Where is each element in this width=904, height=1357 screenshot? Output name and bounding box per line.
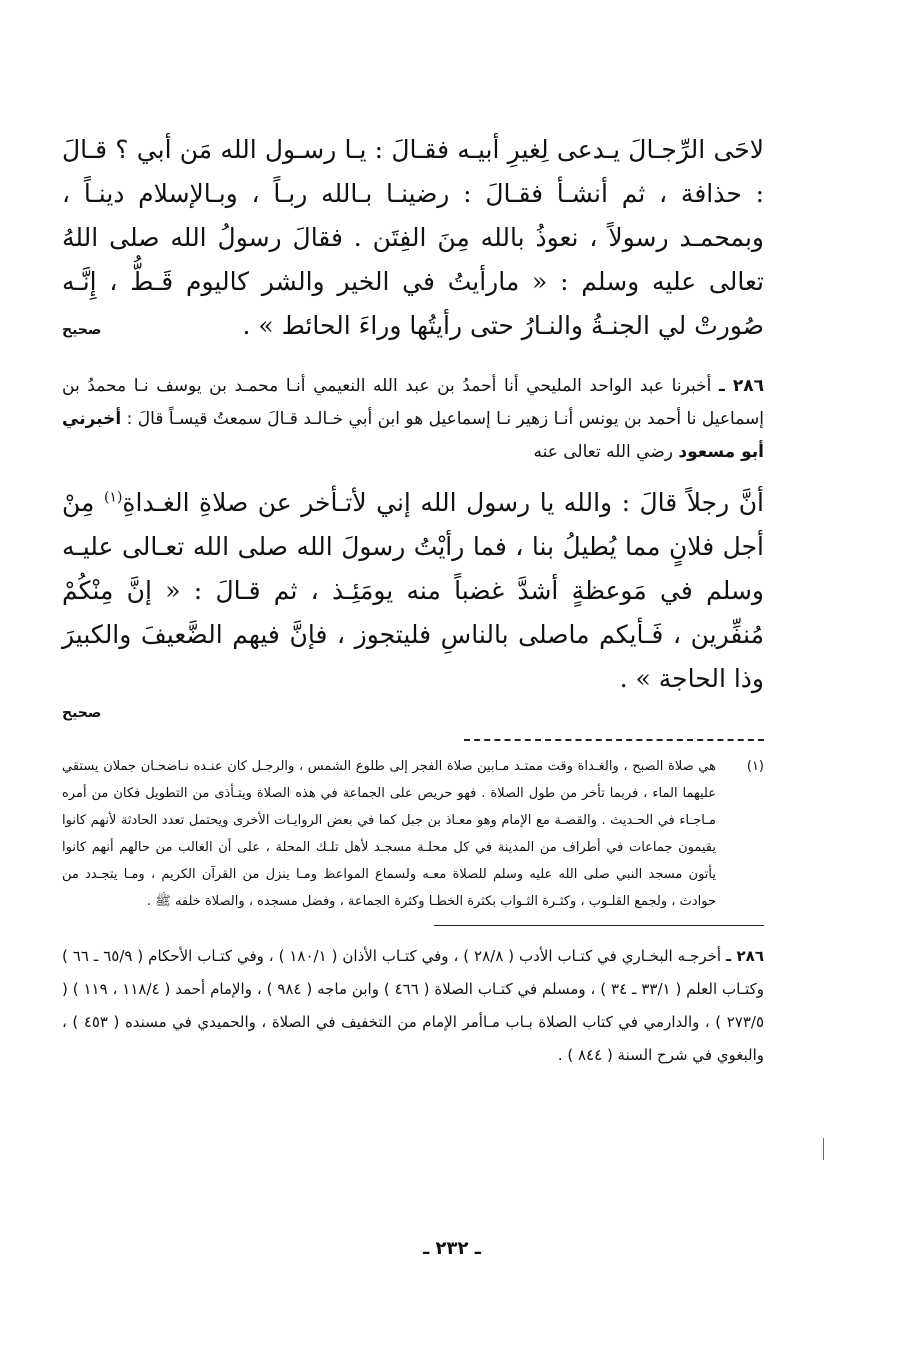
hadith-286-narrator: أخبرني أبو مسعود bbox=[62, 409, 764, 462]
takhrij-block bbox=[62, 940, 764, 1072]
hadith-286-number: ٢٨٦ ـ bbox=[718, 376, 765, 396]
takhrij-separator-rule bbox=[434, 925, 764, 926]
footnote-block bbox=[62, 753, 764, 915]
footnote-number: (١) bbox=[746, 759, 764, 774]
hadith-286-matn bbox=[62, 481, 764, 701]
margin-mark bbox=[823, 1138, 824, 1160]
footnote-separator-dashed bbox=[464, 739, 764, 741]
book-page bbox=[62, 128, 764, 1072]
footnote-reference[interactable]: (١) bbox=[103, 489, 123, 506]
takhrij-number: ٢٨٦ ـ bbox=[726, 947, 764, 965]
footnote-text: هي صلاة الصبح ، والغـداة وقت ممتـد مـابين صلاة الفجر إلى طلوع الشمس ، والرجـل كان عنـده نـاضحـان جملان يستقي عليهما الماء ، فربما تأخر من طول الصلاة . فهو حريص على الجماعة في هذه الصلاة ويتـأذى من التطويل فكان من أمره مـاجـاء في الحـديث . والقصـة مع الإمام وهو معـاذ بن جبل كما في بعض الروايـات الأخرى ويحتمل تعدد الحادثة لأنهم كانوا يقيمون جماعات في أطراف من المدينة في كل محلـة مسجـد لأهل تلـك المحلة ، على أن الغالب من حالهم أنهم كانوا يأتون مسجد النبي صلى الله عليه وسلم للصلاة معـه ولسماع المواعظ ومـا ينزل من القرآن الكريم ، ومـا يتجـدد من حوادث ، ولجمع القلـوب ، وكثـرة الثـواب بكثرة الخطـا وكثرة الجماعة ، وفضل مسجده ، والصلاة خلفه ﷺ . bbox=[62, 759, 716, 909]
hadith-286-matn-before-ref: أنَّ رجلاً قالَ : والله يا رسول الله إني لأتـأخر عن صلاةِ الغـداةِ bbox=[122, 488, 765, 517]
hadith-286-narrator-suffix: رضي الله تعالى عنه bbox=[533, 442, 673, 462]
takhrij-text: أخرجـه البخـاري في كتـاب الأدب ( ٢٨/٨ ) ، وفي كتـاب الأذان ( ١٨٠/١ ) ، وفي كتـاب الأحكام ( ٦٥/٩ ـ ٦٦ ) وكتـاب العلم ( ٣٣/١ ـ ٣٤ ) ، ومسلم في كتـاب الصلاة ( ٤٦٦ ) وابن ماجه ( ٩٨٤ ) ، والإمام أحمد ( ١١٨/٤ ، ١١٩ ) ( ٢٧٣/٥ ) ، والدارمي في كتاب الصلاة بـاب مـاأمر الإمام من التخفيف في الصلاة ، والحميدي في مسنده ( ٤٥٣ ) ، والبغوي في شرح السنة ( ٨٤٤ ) . bbox=[62, 947, 765, 1064]
hadith-286-matn-after-ref: مِنْ أجل فلانٍ مما يُطيلُ بنا ، فما رأيْتُ رسولَ الله صلى الله تعـالى عليـه وسلم في مَوعظةٍ أشدَّ غضباً منه يومَئِـذ ، ثم قـالَ : « إنَّ مِنْكُمْ مُنفِّرين ، فَـأيكم ماصلى بالناسِ فليتجوز ، فإنَّ فيهم الضَّعيفَ والكبيرَ وذا الحاجة » . bbox=[62, 488, 764, 693]
hadith-286-grade: صحيح bbox=[62, 705, 102, 721]
hadith-286-isnad bbox=[62, 370, 764, 469]
hadith-285-grade: صحيح bbox=[62, 322, 102, 338]
page-number: ـ ٢٣٢ ـ bbox=[423, 1238, 481, 1259]
hadith-285-tail-text: لاحَى الرِّجـالَ يـدعى لِغيرِ أبيـه فقـالَ : يـا رسـول الله مَن أبي ؟ قـالَ : حذافة ، ثم أنشـأ فقـالَ : رضينـا بـالله ربـاً ، وبـالإسلام دينـاً ، وبمحمـد رسولاً ، نعوذُ بالله مِنَ الفِتَن . فقالَ رسولُ الله صلى اللهُ تعالى عليه وسلم : « مارأيتُ في الخير والشر كاليوم قَـطُّ ، إِنَّـه صُورتْ لي الجنـةُ والنـارُ حتى رأيتُها وراءَ الحائط » . bbox=[62, 135, 764, 340]
hadith-286-isnad-text: أخبرنا عبد الواحد المليحي أنا أحمدُ بن عبد الله النعيمي أنـا محمـد بن يوسف نـا محمدُ بن إسماعيل نا أحمد بن يونس أنـا زهير نـا إسماعيل هو ابن أبي خـالـد قـالَ سمعتُ قيسـاً قالَ : bbox=[62, 376, 764, 429]
